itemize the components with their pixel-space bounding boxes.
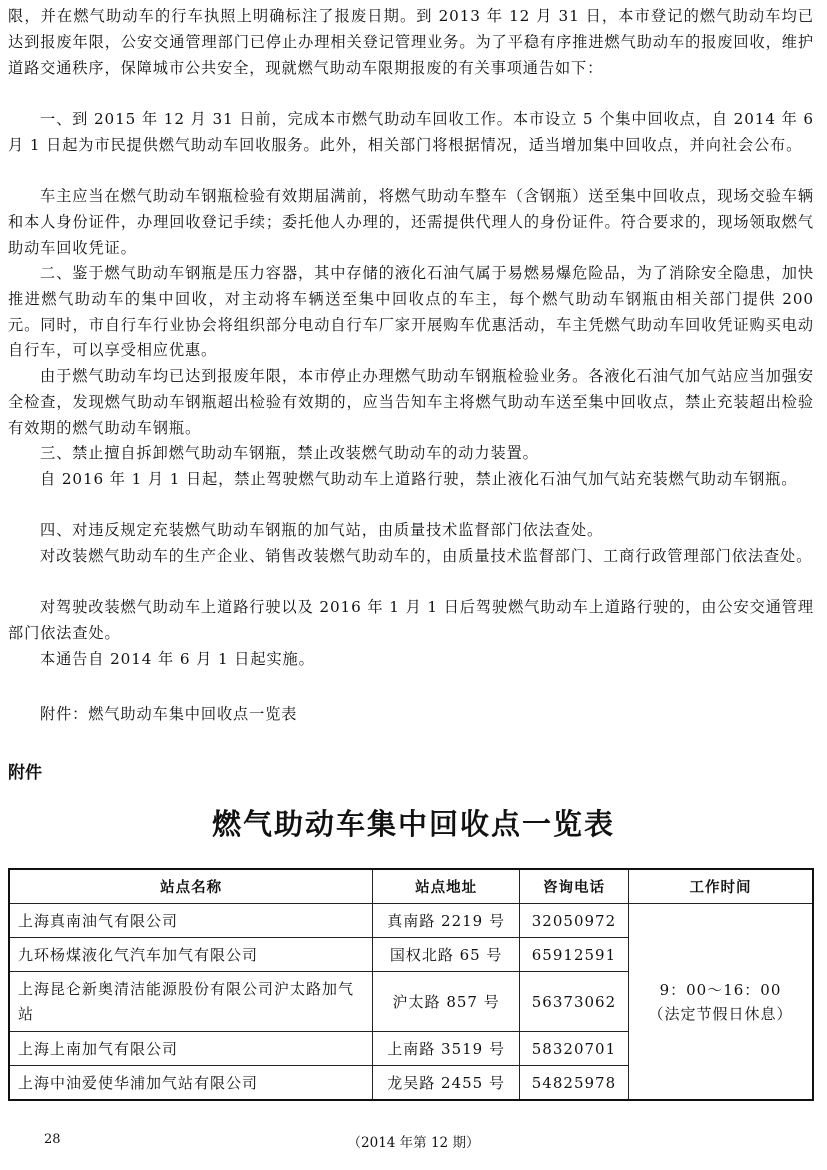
paragraph-item-1-detail: 车主应当在燃气助动车钢瓶检验有效期届满前，将燃气助动车整车（含钢瓶）送至集中回收点，现场交验车辆和本人身份证件，办理回收登记手续；委托他人办理的，还需提供代理人的身份证件。符合要求的，现场领取燃气助动车回收凭证。 [8, 187, 814, 257]
site-name: 上海中油爱使华浦加气站有限公司 [9, 1066, 373, 1101]
site-name: 上海真南油气有限公司 [9, 904, 373, 938]
paragraph-item-4-detail-2: 对驾驶改装燃气助动车上道路行驶以及 2016 年 1 月 1 日后驾驶燃气助动车上道路行驶的，由公安交通管理部门依法查处。 [8, 598, 814, 642]
site-address: 沪太路 857 号 [373, 972, 520, 1032]
paragraph-attachment-ref: 附件：燃气助动车集中回收点一览表 [40, 705, 298, 723]
site-phone: 65912591 [519, 938, 628, 972]
page-number: 28 [44, 1132, 61, 1147]
site-phone: 56373062 [519, 972, 628, 1032]
site-name: 上海昆仑新奥清洁能源股份有限公司沪太路加气站 [9, 972, 373, 1032]
column-header-hours: 工作时间 [628, 869, 813, 904]
paragraph-item-1: 一、到 2015 年 12 月 31 日前，完成本市燃气助动车回收工作。本市设立 5 个集中回收点，自 2014 年 6 月 1 日起为市民提供燃气助动车回收服务。此外，相关部门将根据情况，适当增加集中回收点，并向社会公布。 [8, 110, 814, 154]
site-phone: 54825978 [519, 1066, 628, 1101]
paragraph-item-3: 三、禁止擅自拆卸燃气助动车钢瓶，禁止改装燃气助动车的动力装置。 [40, 444, 539, 462]
paragraph-item-4-detail-1: 对改装燃气助动车的生产企业、销售改装燃气助动车的，由质量技术监督部门、工商行政管理部门依法查处。 [40, 547, 813, 565]
site-address: 龙吴路 2455 号 [373, 1066, 520, 1101]
site-phone: 32050972 [519, 904, 628, 938]
issue-label: （2014 年第 12 期） [347, 1135, 480, 1151]
table-row [9, 904, 813, 938]
paragraph-item-4: 四、对违反规定充装燃气助动车钢瓶的加气站，由质量技术监督部门依法查处。 [40, 521, 604, 539]
working-hours [628, 904, 813, 1101]
site-address: 真南路 2219 号 [373, 904, 520, 938]
paragraph-item-2-detail: 由于燃气助动车均已达到报废年限，本市停止办理燃气助动车钢瓶检验业务。各液化石油气加气站应当加强安全检查，发现燃气助动车钢瓶超出检验有效期的，应当告知车主将燃气助动车送至集中回收点，禁止充装超出检验有效期的燃气助动车钢瓶。 [8, 367, 814, 437]
attachment-title: 燃气助动车集中回收点一览表 [211, 807, 615, 841]
attachment-label: 附件 [8, 763, 42, 783]
site-phone: 58320701 [519, 1032, 628, 1066]
paragraph-effective-date: 本通告自 2014 年 6 月 1 日起实施。 [40, 650, 315, 668]
paragraph-intro: 限，并在燃气助动车的行车执照上明确标注了报废日期。到 2013 年 12 月 31 日，本市登记的燃气助动车均已达到报废年限，公安交通管理部门已停止办理相关登记管理业务。为了平稳有序推进燃气助动车的报废回收，维护道路交通秩序，保障城市公共安全，现就燃气助动车限期报废的有关事项通告如下： [8, 7, 814, 77]
site-name: 九环杨煤液化气汽车加气有限公司 [9, 938, 373, 972]
site-name: 上海上南加气有限公司 [9, 1032, 373, 1066]
working-hours-note: （法定节假日休息） [648, 1004, 793, 1023]
column-header-phone: 咨询电话 [519, 869, 628, 904]
table-header-row [9, 869, 813, 904]
paragraph-item-3-detail: 自 2016 年 1 月 1 日起，禁止驾驶燃气助动车上道路行驶，禁止液化石油气加气站充装燃气助动车钢瓶。 [40, 470, 798, 488]
recycling-sites-table [8, 868, 814, 1101]
working-hours-time: 9：00～16：00 [659, 980, 782, 999]
paragraph-item-2: 二、鉴于燃气助动车钢瓶是压力容器，其中存储的液化石油气属于易燃易爆危险品，为了消除安全隐患，加快推进燃气助动车的集中回收，对主动将车辆送至集中回收点的车主，每个燃气助动车钢瓶由相关部门提供 200 元。同时，市自行车行业协会将组织部分电动自行车厂家开展购车优惠活动，车主凭燃气助动车回收凭证购买电动自行车，可以享受相应优惠。 [8, 264, 814, 360]
site-address: 上南路 3519 号 [373, 1032, 520, 1066]
column-header-name: 站点名称 [9, 869, 373, 904]
column-header-address: 站点地址 [373, 869, 520, 904]
site-address: 国权北路 65 号 [373, 938, 520, 972]
